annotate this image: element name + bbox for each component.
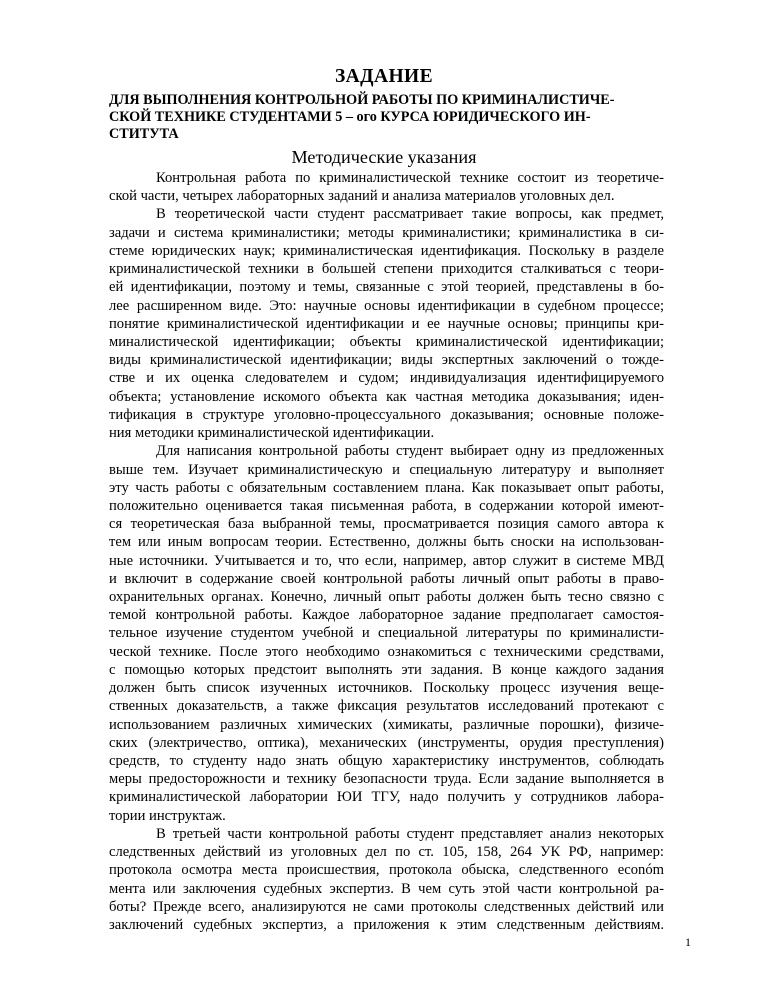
subtitle-line: СТИТУТА — [109, 126, 179, 142]
body-line: тории инструктаж. — [109, 807, 226, 824]
body-line: ные источники. Учитывается и то, что если, например, автор служит в системе МВД — [109, 552, 664, 569]
body-line: виды криминалистической идентификации; виды экспертных заключений о тожде- — [109, 352, 664, 369]
body-line: ской части, четырех лабораторных заданий и анализа материалов уголовных дел. — [109, 188, 615, 205]
body-line: стве и их оценка следователем и судом; индивидуализация идентифицируемого — [109, 370, 664, 387]
body-line: В теоретической части студент рассматривает такие вопросы, как предмет, — [156, 206, 664, 223]
body-line: мента или заключения судебных экспертиз. В чем суть этой части контрольной ра- — [109, 880, 664, 897]
body-line: и включит в содержание своей контрольной работы личный опыт работы в право- — [109, 570, 664, 587]
body-line: охранительных органах. Конечно, личный опыт работы должен быть тесно связно с — [109, 589, 664, 606]
subtitle-line: ДЛЯ ВЫПОЛНЕНИЯ КОНТРОЛЬНОЙ РАБОТЫ ПО КРИМИНАЛИСТИЧЕ- — [109, 92, 615, 108]
body-line: В третьей части контрольной работы студент представляет анализ некоторых — [156, 825, 664, 842]
body-line: с помощью которых предстоит выполнять эти задания. В конце каждого задания — [109, 661, 664, 678]
body-line: понятие криминалистической идентификации и ее научные основы; принципы кри- — [109, 315, 664, 332]
body-line: ся теоретическая база выбранной темы, просматривается позиция самого автора к — [109, 516, 664, 533]
body-line: положительно оценивается такая письменная работа, в содержании которой имеют- — [109, 497, 664, 514]
document-subtitle — [109, 92, 669, 143]
body-line: тем или иным вопросам теории. Естественно, должны быть сноски на использован- — [109, 534, 664, 551]
body-line: тификация в структуре уголовно-процессуального доказывания; основные положе- — [109, 406, 664, 423]
body-line: ния методики криминалистической идентификации. — [109, 425, 435, 442]
body-line: ственных доказательств, а также фиксация результатов исследований протекают с — [109, 698, 664, 715]
body-line: меры предосторожности и технику безопасности труда. Если задание выполняется в — [109, 771, 664, 788]
body-line: следственных действий из уголовных дел по ст. 105, 158, 264 УК РФ, например: — [109, 844, 664, 861]
body-line: ских (электричество, оптика), механических (инструменты, орудия преступления) — [109, 734, 664, 751]
body-line: миналистической идентификации; объекты криминалистической идентификации; — [109, 333, 664, 350]
section-heading: Методические указания — [291, 147, 477, 167]
body-line: средств, то студенту надо знать общую характеристику инструментов, соблюдать — [109, 753, 664, 769]
body-line: протокола осмотра места происшествия, протокола обыска, следственного económ — [109, 862, 664, 879]
body-line: криминалистической техники в большей степени приходится сталкиваться с теори- — [109, 261, 664, 278]
body-line: Контрольная работа по криминалистической технике состоит из теоретиче- — [156, 170, 664, 186]
body-line: заключений судебных экспертиз, а приложения к этим следственным действиям. — [109, 916, 664, 933]
body-line: лее расширенном виде. Это: научные основы идентификации в судебном процессе; — [109, 297, 664, 314]
body-line: Для написания контрольной работы студент выбирает одну из предложенных — [156, 443, 664, 460]
body-line: выше тем. Изучает криминалистическую и специальную литературу и выполняет — [109, 461, 664, 478]
body-line: темой контрольной работы. Каждое лабораторное задание предполагает самостоя- — [109, 607, 664, 624]
body-line: использованием различных химических (химикаты, различные порошки), физиче- — [109, 716, 664, 733]
body-line: объекта; установление искомого объекта как частная методика доказывания; иден- — [109, 388, 664, 405]
body-line: ческой технике. После этого необходимо ознакомиться с техническими средствами, — [109, 643, 664, 660]
page-number: 1 — [685, 935, 691, 949]
body-line: должен быть список изученных источников. Поскольку процесс изучения веще- — [109, 680, 664, 697]
body-line: ей идентификации, поэтому и темы, связанные с этой теорией, представлены в бо- — [109, 279, 664, 296]
body-line: криминалистической лаборатории ЮИ ТГУ, надо получить у сотрудников лабора- — [109, 789, 664, 806]
body-text — [109, 169, 664, 934]
body-line: боты? Прежде всего, анализируются не сами протоколы следственных действий или — [109, 898, 664, 915]
body-line: стеме юридических наук; криминалистическая идентификация. Поскольку в разделе — [109, 242, 664, 259]
body-line: тельное изучение студентом учебной и специальной литературы по криминалисти- — [109, 625, 664, 642]
body-line: задачи и система криминалистики; методы криминалистики; криминалистика в си- — [109, 224, 664, 241]
subtitle-line: СКОЙ ТЕХНИКЕ СТУДЕНТАМИ 5 – ого КУРСА ЮРИДИЧЕСКОГО ИН- — [109, 109, 591, 125]
document-title: ЗАДАНИЕ — [334, 66, 433, 87]
body-line: эту часть работы с обязательным составлением плана. Как показывает опыт работы, — [109, 479, 664, 496]
